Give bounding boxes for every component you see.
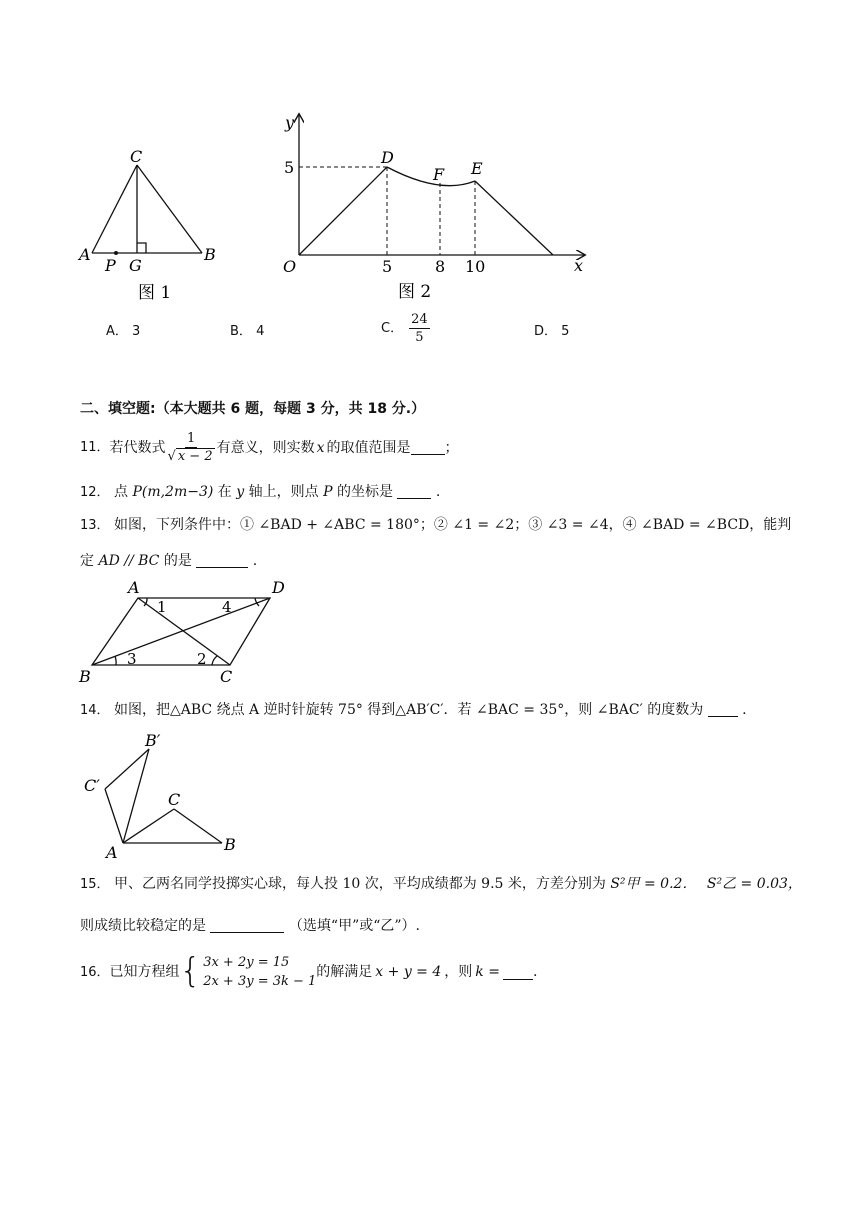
- question-13-line-1: [80, 518, 791, 532]
- q13-answer-blank[interactable]: [196, 553, 248, 568]
- q13-label-D: D: [272, 578, 285, 597]
- q16-answer-blank[interactable]: [503, 965, 533, 980]
- q14-number: 14．: [80, 703, 110, 718]
- q15-variance-jia: S²甲 = 0.2．: [610, 876, 697, 892]
- q15-answer-blank[interactable]: [210, 918, 284, 933]
- point-F: F: [433, 165, 445, 184]
- option-d-label: D．: [534, 324, 558, 339]
- q14-figure: [78, 728, 248, 860]
- option-c-numerator: 24: [411, 312, 428, 327]
- q16-pre: 已知方程组: [109, 964, 180, 980]
- q16-equation-system: [179, 951, 317, 991]
- question-13-line-2: [80, 553, 257, 568]
- q11-denominator: √ x − 2: [167, 449, 213, 464]
- option-c-label: C．: [381, 321, 404, 336]
- q16-post: ，则: [444, 964, 473, 980]
- q13-angle-3: 3: [127, 650, 137, 668]
- option-b-value: 4: [256, 324, 265, 339]
- q15-variance-yi: S²乙 = 0.03，: [706, 876, 802, 892]
- option-d-value: 5: [561, 324, 570, 339]
- q12-answer-blank[interactable]: [397, 484, 431, 499]
- q15-line2-pre: 则成绩比较稳定的是: [80, 918, 206, 934]
- q12-expr: P(m,2m−3): [132, 484, 214, 500]
- q11-end: ；: [444, 439, 459, 456]
- origin-label: O: [283, 257, 297, 276]
- q11-numerator: 1: [186, 431, 196, 446]
- figure-1: [70, 140, 230, 310]
- q11-post: 有意义，则实数: [216, 439, 315, 456]
- label-C: C: [130, 147, 143, 166]
- q15-line2-post: （选填“甲”或“乙”）.: [288, 918, 420, 934]
- q11-var: x: [316, 439, 325, 456]
- q11-number: 11．: [80, 440, 110, 455]
- q13-angle-1: 1: [157, 598, 167, 616]
- question-15-line-1: [80, 877, 802, 891]
- section-2-title: 二、填空题:（本大题共 6 题，每题 3 分，共 18 分.）: [80, 401, 426, 417]
- q13-end: .: [252, 553, 258, 569]
- q11-pre: 若代数式: [109, 439, 166, 456]
- figure-1-caption: 图 1: [138, 283, 172, 303]
- q16-end: .: [532, 964, 538, 980]
- q14-label-A: A: [106, 843, 118, 860]
- figure-2-caption: 图 2: [398, 282, 432, 302]
- q13-line2-expr: AD // BC: [98, 553, 160, 569]
- point-E: E: [471, 159, 483, 178]
- q13-label-B: B: [79, 667, 91, 686]
- option-a-value: 3: [132, 324, 141, 339]
- option-c: [381, 313, 430, 344]
- q11-radicand: x − 2: [177, 449, 213, 464]
- q12-text3: 轴上，则点: [248, 484, 319, 500]
- x-tick-10: 10: [465, 257, 486, 276]
- question-12: [80, 484, 440, 499]
- point-D: D: [381, 148, 394, 167]
- x-axis-label: x: [574, 256, 584, 275]
- question-15-line-2: [80, 918, 420, 933]
- option-d: [534, 325, 569, 338]
- q16-number: 16．: [80, 964, 110, 980]
- q13-label-A: A: [128, 578, 140, 597]
- q14-label-C: C: [168, 790, 181, 809]
- q16-equation-2: 2x + 3y = 3k − 1: [203, 974, 317, 989]
- q16-mid: 的解满足: [316, 964, 373, 980]
- q13-label-C: C: [220, 667, 233, 686]
- q12-text1: 点: [114, 484, 128, 500]
- y-axis-label: y: [285, 113, 295, 132]
- q14-end: .: [742, 702, 747, 718]
- q14-answer-blank[interactable]: [708, 702, 738, 717]
- q12-text4: 的坐标是: [336, 484, 393, 500]
- label-G: G: [129, 256, 142, 275]
- x-tick-8: 8: [435, 257, 446, 276]
- q16-condition: x + y = 4: [375, 964, 442, 980]
- q13-number: 13．: [80, 518, 110, 533]
- q13-angle-2: 2: [197, 650, 207, 668]
- q16-var: k =: [475, 964, 500, 980]
- label-A: A: [79, 245, 91, 264]
- q11-post2: 的取值范围是: [326, 439, 411, 456]
- q12-number: 12．: [80, 485, 110, 500]
- q14-label-B-prime: B′: [145, 731, 161, 750]
- option-c-denominator: 5: [415, 330, 424, 345]
- option-c-fraction: [409, 313, 430, 344]
- q14-label-B: B: [224, 835, 236, 854]
- q13-line1: 如图，下列条件中：① ∠BAD + ∠ABC = 180°；② ∠1 = ∠2；③ ∠3 = ∠4，④ ∠BAD = ∠BCD，能判: [114, 517, 792, 533]
- question-16: [80, 951, 538, 991]
- label-P: P: [105, 256, 116, 275]
- q15-number: 15．: [80, 877, 110, 892]
- q13-line2-post: 的是: [163, 553, 192, 569]
- q13-line2-pre: 定: [80, 553, 94, 569]
- question-14: [80, 702, 747, 717]
- q14-text: 如图，把△ABC 绕点 A 逆时针旋转 75° 得到△AB′C′．若 ∠BAC = 35°，则 ∠BAC′ 的度数为: [114, 702, 704, 718]
- option-a: [106, 325, 140, 338]
- figure-2: [270, 108, 600, 308]
- option-a-label: A．: [106, 324, 128, 339]
- q16-brace: {: [179, 951, 202, 991]
- q13-angle-4: 4: [222, 598, 232, 616]
- q11-answer-blank[interactable]: [411, 440, 445, 455]
- q12-var: y: [236, 484, 245, 500]
- q12-var2: P: [323, 484, 333, 500]
- q13-figure: [75, 576, 295, 688]
- option-b: [230, 325, 264, 338]
- question-11: [80, 432, 459, 463]
- q15-line1: 甲、乙两名同学投掷实心球，每人投 10 次，平均成绩都为 9.5 米，方差分别为: [114, 876, 606, 892]
- option-b-label: B．: [230, 324, 252, 339]
- q16-equation-1: 3x + 2y = 15: [203, 955, 290, 970]
- x-tick-5: 5: [382, 257, 393, 276]
- q12-end: .: [435, 484, 441, 500]
- label-B: B: [204, 245, 216, 264]
- q12-text2: 在: [217, 484, 232, 500]
- q11-fraction: [168, 432, 215, 463]
- q14-label-C-prime: C′: [84, 776, 100, 795]
- y-tick-5: 5: [284, 158, 295, 177]
